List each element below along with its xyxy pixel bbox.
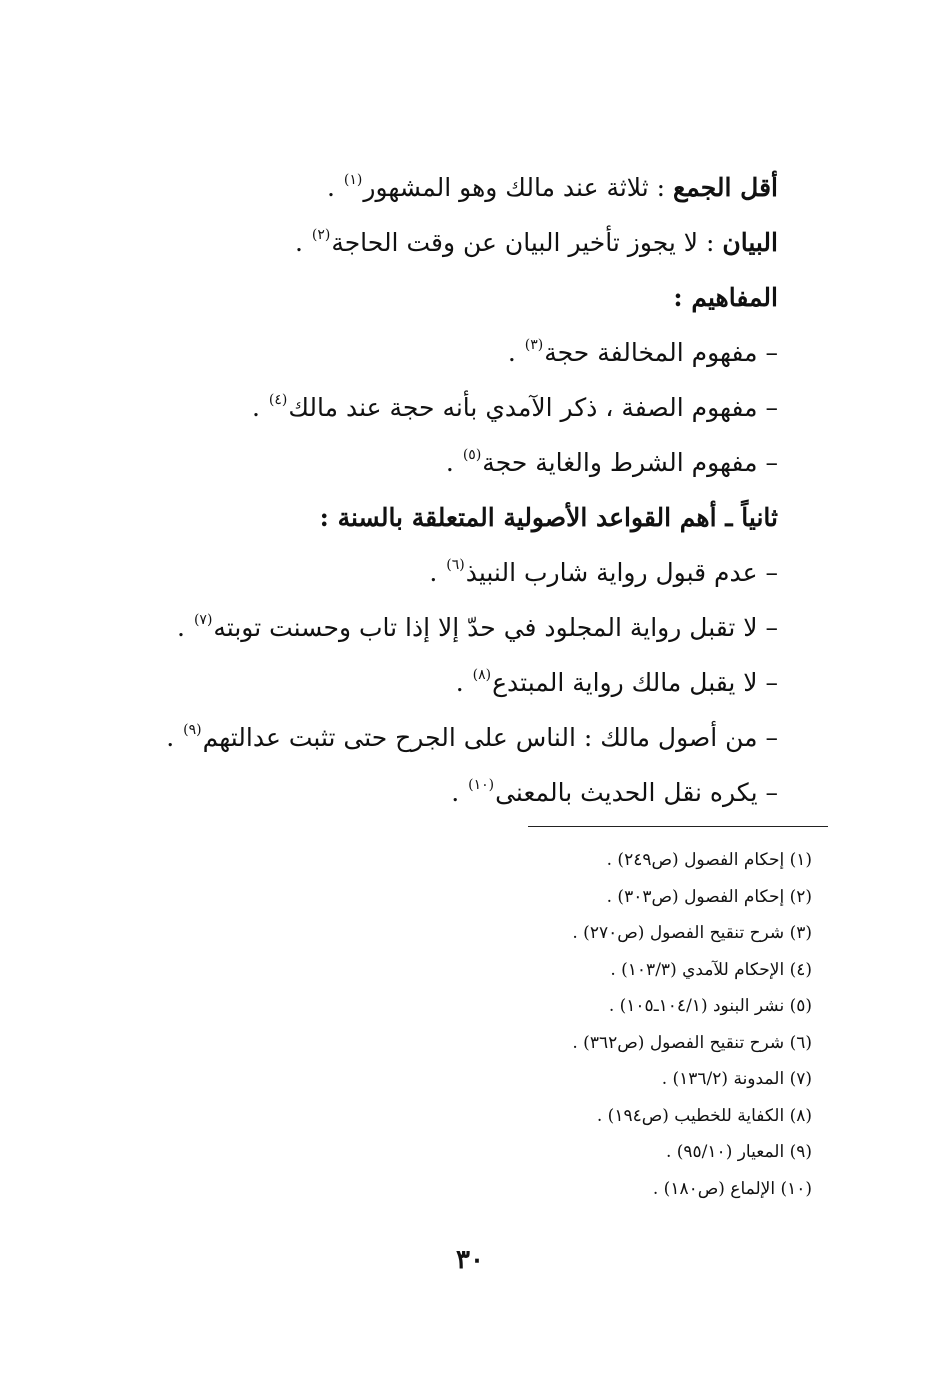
line-end: . bbox=[294, 228, 311, 257]
line-end: . bbox=[451, 778, 468, 807]
line-end: . bbox=[429, 558, 446, 587]
list-item bbox=[150, 600, 778, 655]
line-text: – من أصول مالك : الناس على الجرح حتى تثبت عدالتهم bbox=[202, 723, 778, 752]
text-line-aqal-al-jam bbox=[150, 160, 778, 215]
line-text: : ثلاثة عند مالك وهو المشهور bbox=[363, 173, 673, 202]
section-heading bbox=[150, 490, 778, 545]
page-number: ٣٠ bbox=[456, 1245, 484, 1275]
footnote-item: (٢) إحكام الفصول (ص٣٠٣) . bbox=[606, 886, 812, 907]
list-item bbox=[150, 765, 778, 820]
term-heading: أقل الجمع bbox=[673, 173, 778, 202]
footnote-ref[interactable]: (٤) bbox=[268, 392, 288, 408]
text-line-al-bayan bbox=[150, 215, 778, 270]
footnote-ref[interactable]: (١) bbox=[343, 172, 363, 188]
footnote-ref[interactable]: (٩) bbox=[183, 722, 202, 738]
line-text: – مفهوم المخالفة حجة bbox=[544, 338, 778, 367]
text-line-al-mafahim bbox=[150, 270, 778, 325]
list-item bbox=[150, 325, 778, 380]
line-text: – لا تقبل رواية المجلود في حدّ إلا إذا تاب وحسنت توبته bbox=[213, 613, 778, 642]
footnote-item: (٣) شرح تنقيح الفصول (ص٢٧٠) . bbox=[572, 923, 812, 943]
list-item bbox=[150, 655, 778, 710]
list-item bbox=[150, 545, 778, 600]
footnote-item: (٤) الإحكام للآمدي (١٠٣/٣) . bbox=[610, 959, 812, 980]
footnote-ref[interactable]: (٨) bbox=[472, 667, 492, 683]
footnote-ref[interactable]: (٢) bbox=[311, 227, 331, 243]
line-text: – لا يقبل مالك رواية المبتدع bbox=[492, 668, 778, 697]
footnote-item: (١٠) الإلماع (ص١٨٠) . bbox=[652, 1178, 812, 1199]
footnote-item: (٩) المعيار (٩٥/١٠) . bbox=[665, 1142, 812, 1162]
footnote-item: (١) إحكام الفصول (ص٢٤٩) . bbox=[606, 850, 812, 870]
line-text: – عدم قبول رواية شارب النبيذ bbox=[465, 558, 778, 587]
list-item bbox=[150, 710, 778, 765]
line-end: . bbox=[166, 723, 183, 752]
section-subheading: المفاهيم : bbox=[673, 283, 778, 312]
footnotes bbox=[400, 842, 812, 1207]
footnote-item: (٥) نشر البنود (١٠٤/١ـ١٠٥) . bbox=[608, 996, 812, 1016]
line-end: . bbox=[455, 668, 472, 697]
footnote-ref[interactable]: (٧) bbox=[193, 612, 213, 628]
section-heading-text: ثانياً ـ أهم القواعد الأصولية المتعلقة بالسنة : bbox=[319, 503, 778, 532]
footnote-item: (٨) الكفاية للخطيب (ص١٩٤) . bbox=[596, 1105, 812, 1126]
footnote-divider bbox=[528, 826, 828, 827]
line-end: . bbox=[507, 338, 524, 367]
main-text bbox=[150, 160, 778, 820]
line-end: . bbox=[251, 393, 268, 422]
footnote-ref[interactable]: (٦) bbox=[446, 557, 465, 573]
line-text: : لا يجوز تأخير البيان عن وقت الحاجة bbox=[331, 228, 723, 257]
line-text: – يكره نقل الحديث بالمعنى bbox=[495, 778, 778, 807]
line-text: – مفهوم الشرط والغاية حجة bbox=[482, 448, 778, 477]
line-end: . bbox=[177, 613, 193, 642]
footnote-item: (٧) المدونة (١٣٦/٢) . bbox=[661, 1069, 812, 1089]
footnote-item: (٦) شرح تنقيح الفصول (ص٣٦٢) . bbox=[572, 1032, 812, 1053]
footnote-ref[interactable]: (١٠) bbox=[468, 777, 495, 793]
term-heading: البيان bbox=[722, 228, 778, 257]
line-end: . bbox=[445, 448, 462, 477]
list-item bbox=[150, 380, 778, 435]
line-text: – مفهوم الصفة ، ذكر الآمدي بأنه حجة عند مالك bbox=[288, 393, 778, 422]
footnote-ref[interactable]: (٥) bbox=[462, 447, 482, 463]
list-item bbox=[150, 435, 778, 490]
footnote-ref[interactable]: (٣) bbox=[524, 337, 544, 353]
line-end: . bbox=[327, 173, 343, 202]
